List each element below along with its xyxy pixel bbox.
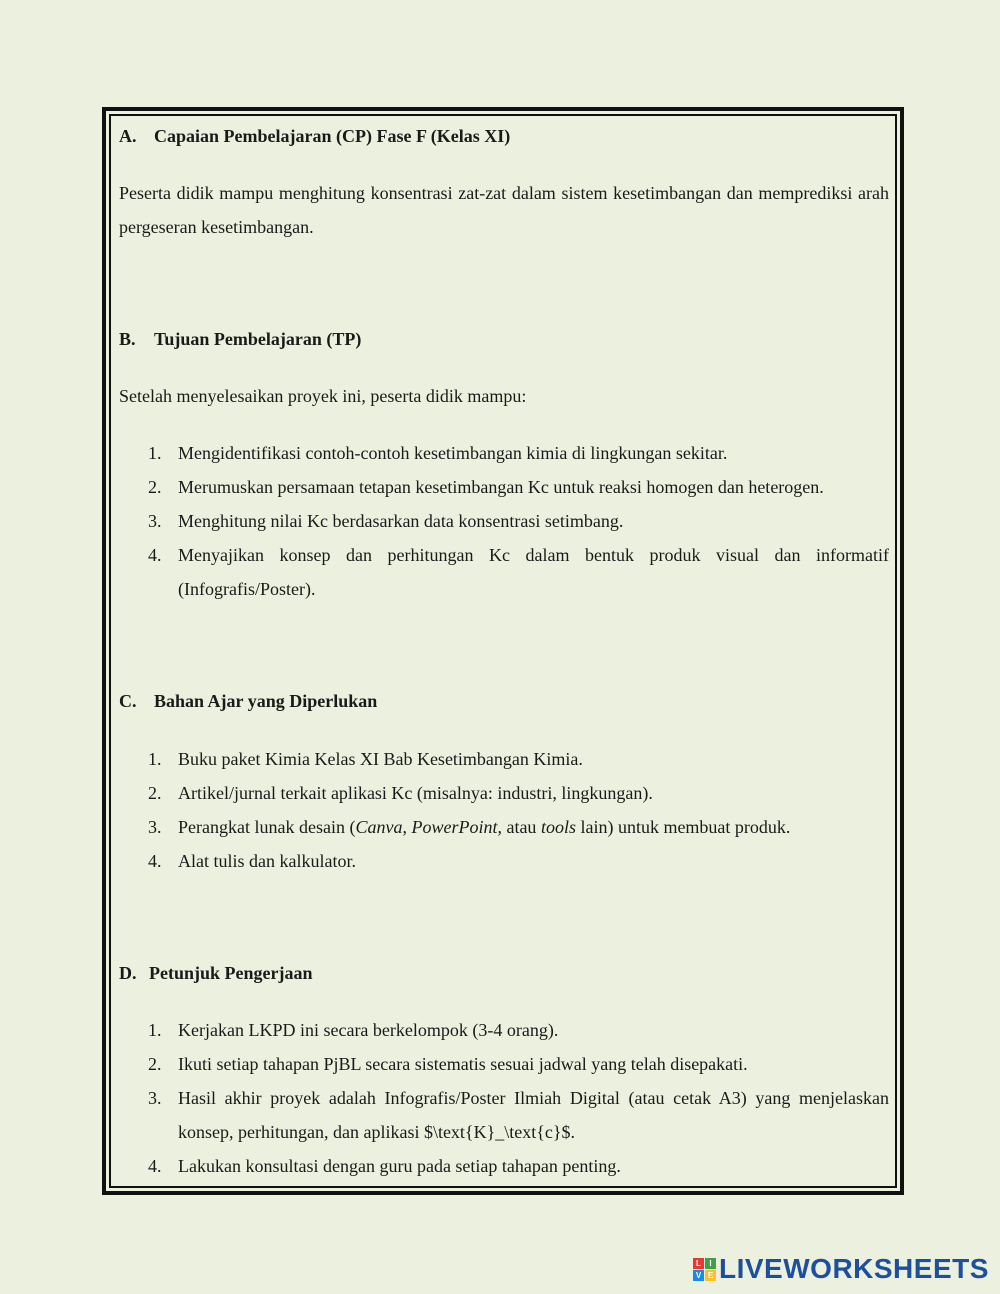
logo-mark-letter: L xyxy=(693,1258,704,1269)
list-text: Buku paket Kimia Kelas XI Bab Kesetimbangan Kimia. xyxy=(178,749,583,769)
list-text-italic-powerpoint: PowerPoint xyxy=(411,817,498,837)
worksheet-frame xyxy=(102,107,904,1195)
worksheet-content xyxy=(119,116,889,1186)
list-item xyxy=(119,810,889,844)
list-number: 3. xyxy=(148,511,162,531)
list-number: 2. xyxy=(148,477,162,497)
logo-mark-letter: I xyxy=(705,1258,716,1269)
section-b-letter: B. xyxy=(119,329,136,349)
list-item xyxy=(119,504,889,538)
section-a-letter: A. xyxy=(119,126,137,146)
section-c-letter: C. xyxy=(119,691,137,711)
section-c-list xyxy=(119,742,889,878)
section-b-list xyxy=(119,436,889,606)
list-text: Alat tulis dan kalkulator. xyxy=(178,851,356,871)
liveworksheets-logo[interactable] xyxy=(693,1253,989,1285)
list-text-part: , atau xyxy=(497,817,541,837)
list-item xyxy=(119,1047,889,1081)
section-a-heading xyxy=(119,119,510,153)
list-item xyxy=(119,1081,889,1149)
list-text: Ikuti setiap tahapan PjBL secara sistematis sesuai jadwal yang telah disepakati. xyxy=(178,1054,748,1074)
list-text: Hasil akhir proyek adalah Infografis/Poster Ilmiah Digital (atau cetak A3) yang menjelaskan konsep, perhitungan, dan aplikasi $\text{K}_\text{c}$. xyxy=(178,1088,889,1142)
worksheet-inner-border xyxy=(109,114,897,1188)
section-a-title: Capaian Pembelajaran (CP) Fase F (Kelas XI) xyxy=(154,126,511,146)
list-item xyxy=(119,470,889,504)
section-a-paragraph: Peserta didik mampu menghitung konsentrasi zat-zat dalam sistem kesetimbangan dan memprediksi arah pergeseran kesetimbangan. xyxy=(119,183,889,237)
list-text: Mengidentifikasi contoh-contoh kesetimbangan kimia di lingkungan sekitar. xyxy=(178,443,728,463)
list-number: 4. xyxy=(148,851,162,871)
list-text-part: lain) untuk membuat produk. xyxy=(575,817,791,837)
list-item xyxy=(119,776,889,810)
list-item xyxy=(119,1013,889,1047)
list-text: Menghitung nilai Kc berdasarkan data konsentrasi setimbang. xyxy=(178,511,624,531)
list-item xyxy=(119,742,889,776)
logo-text: LIVEWORKSHEETS xyxy=(719,1253,989,1284)
list-number: 1. xyxy=(148,443,162,463)
list-item xyxy=(119,1149,889,1183)
list-text-part: , xyxy=(402,817,412,837)
section-b-heading xyxy=(119,322,361,356)
list-number: 2. xyxy=(148,783,162,803)
section-d-list xyxy=(119,1013,889,1183)
list-text-italic-canva: Canva xyxy=(355,817,403,837)
list-number: 1. xyxy=(148,1020,162,1040)
list-text: Artikel/jurnal terkait aplikasi Kc (misalnya: industri, lingkungan). xyxy=(178,783,653,803)
section-c-heading xyxy=(119,684,377,718)
list-number: 3. xyxy=(148,817,162,837)
section-c-title: Bahan Ajar yang Diperlukan xyxy=(154,691,378,711)
list-item xyxy=(119,844,889,878)
list-number: 4. xyxy=(148,545,162,565)
logo-mark-icon xyxy=(693,1258,716,1281)
section-d-letter: D. xyxy=(119,963,137,983)
list-text: Merumuskan persamaan tetapan kesetimbangan Kc untuk reaksi homogen dan heterogen. xyxy=(178,477,824,497)
list-number: 2. xyxy=(148,1054,162,1074)
section-b-intro: Setelah menyelesaikan proyek ini, peserta didik mampu: xyxy=(119,386,527,406)
section-b-title: Tujuan Pembelajaran (TP) xyxy=(154,329,362,349)
list-item xyxy=(119,538,889,606)
list-item xyxy=(119,436,889,470)
list-text-part: Perangkat lunak desain ( xyxy=(178,817,356,837)
list-text: Menyajikan konsep dan perhitungan Kc dalam bentuk produk visual dan informatif (Infografis/Poster). xyxy=(178,545,889,599)
section-d-heading xyxy=(119,956,313,990)
list-number: 1. xyxy=(148,749,162,769)
list-number: 3. xyxy=(148,1088,162,1108)
list-text: Kerjakan LKPD ini secara berkelompok (3-4 orang). xyxy=(178,1020,559,1040)
logo-mark-letter: E xyxy=(705,1270,716,1281)
logo-mark-letter: V xyxy=(693,1270,704,1281)
list-text-italic-tools: tools xyxy=(540,817,576,837)
section-d-title: Petunjuk Pengerjaan xyxy=(149,963,313,983)
list-text: Lakukan konsultasi dengan guru pada setiap tahapan penting. xyxy=(178,1156,621,1176)
list-number: 4. xyxy=(148,1156,162,1176)
